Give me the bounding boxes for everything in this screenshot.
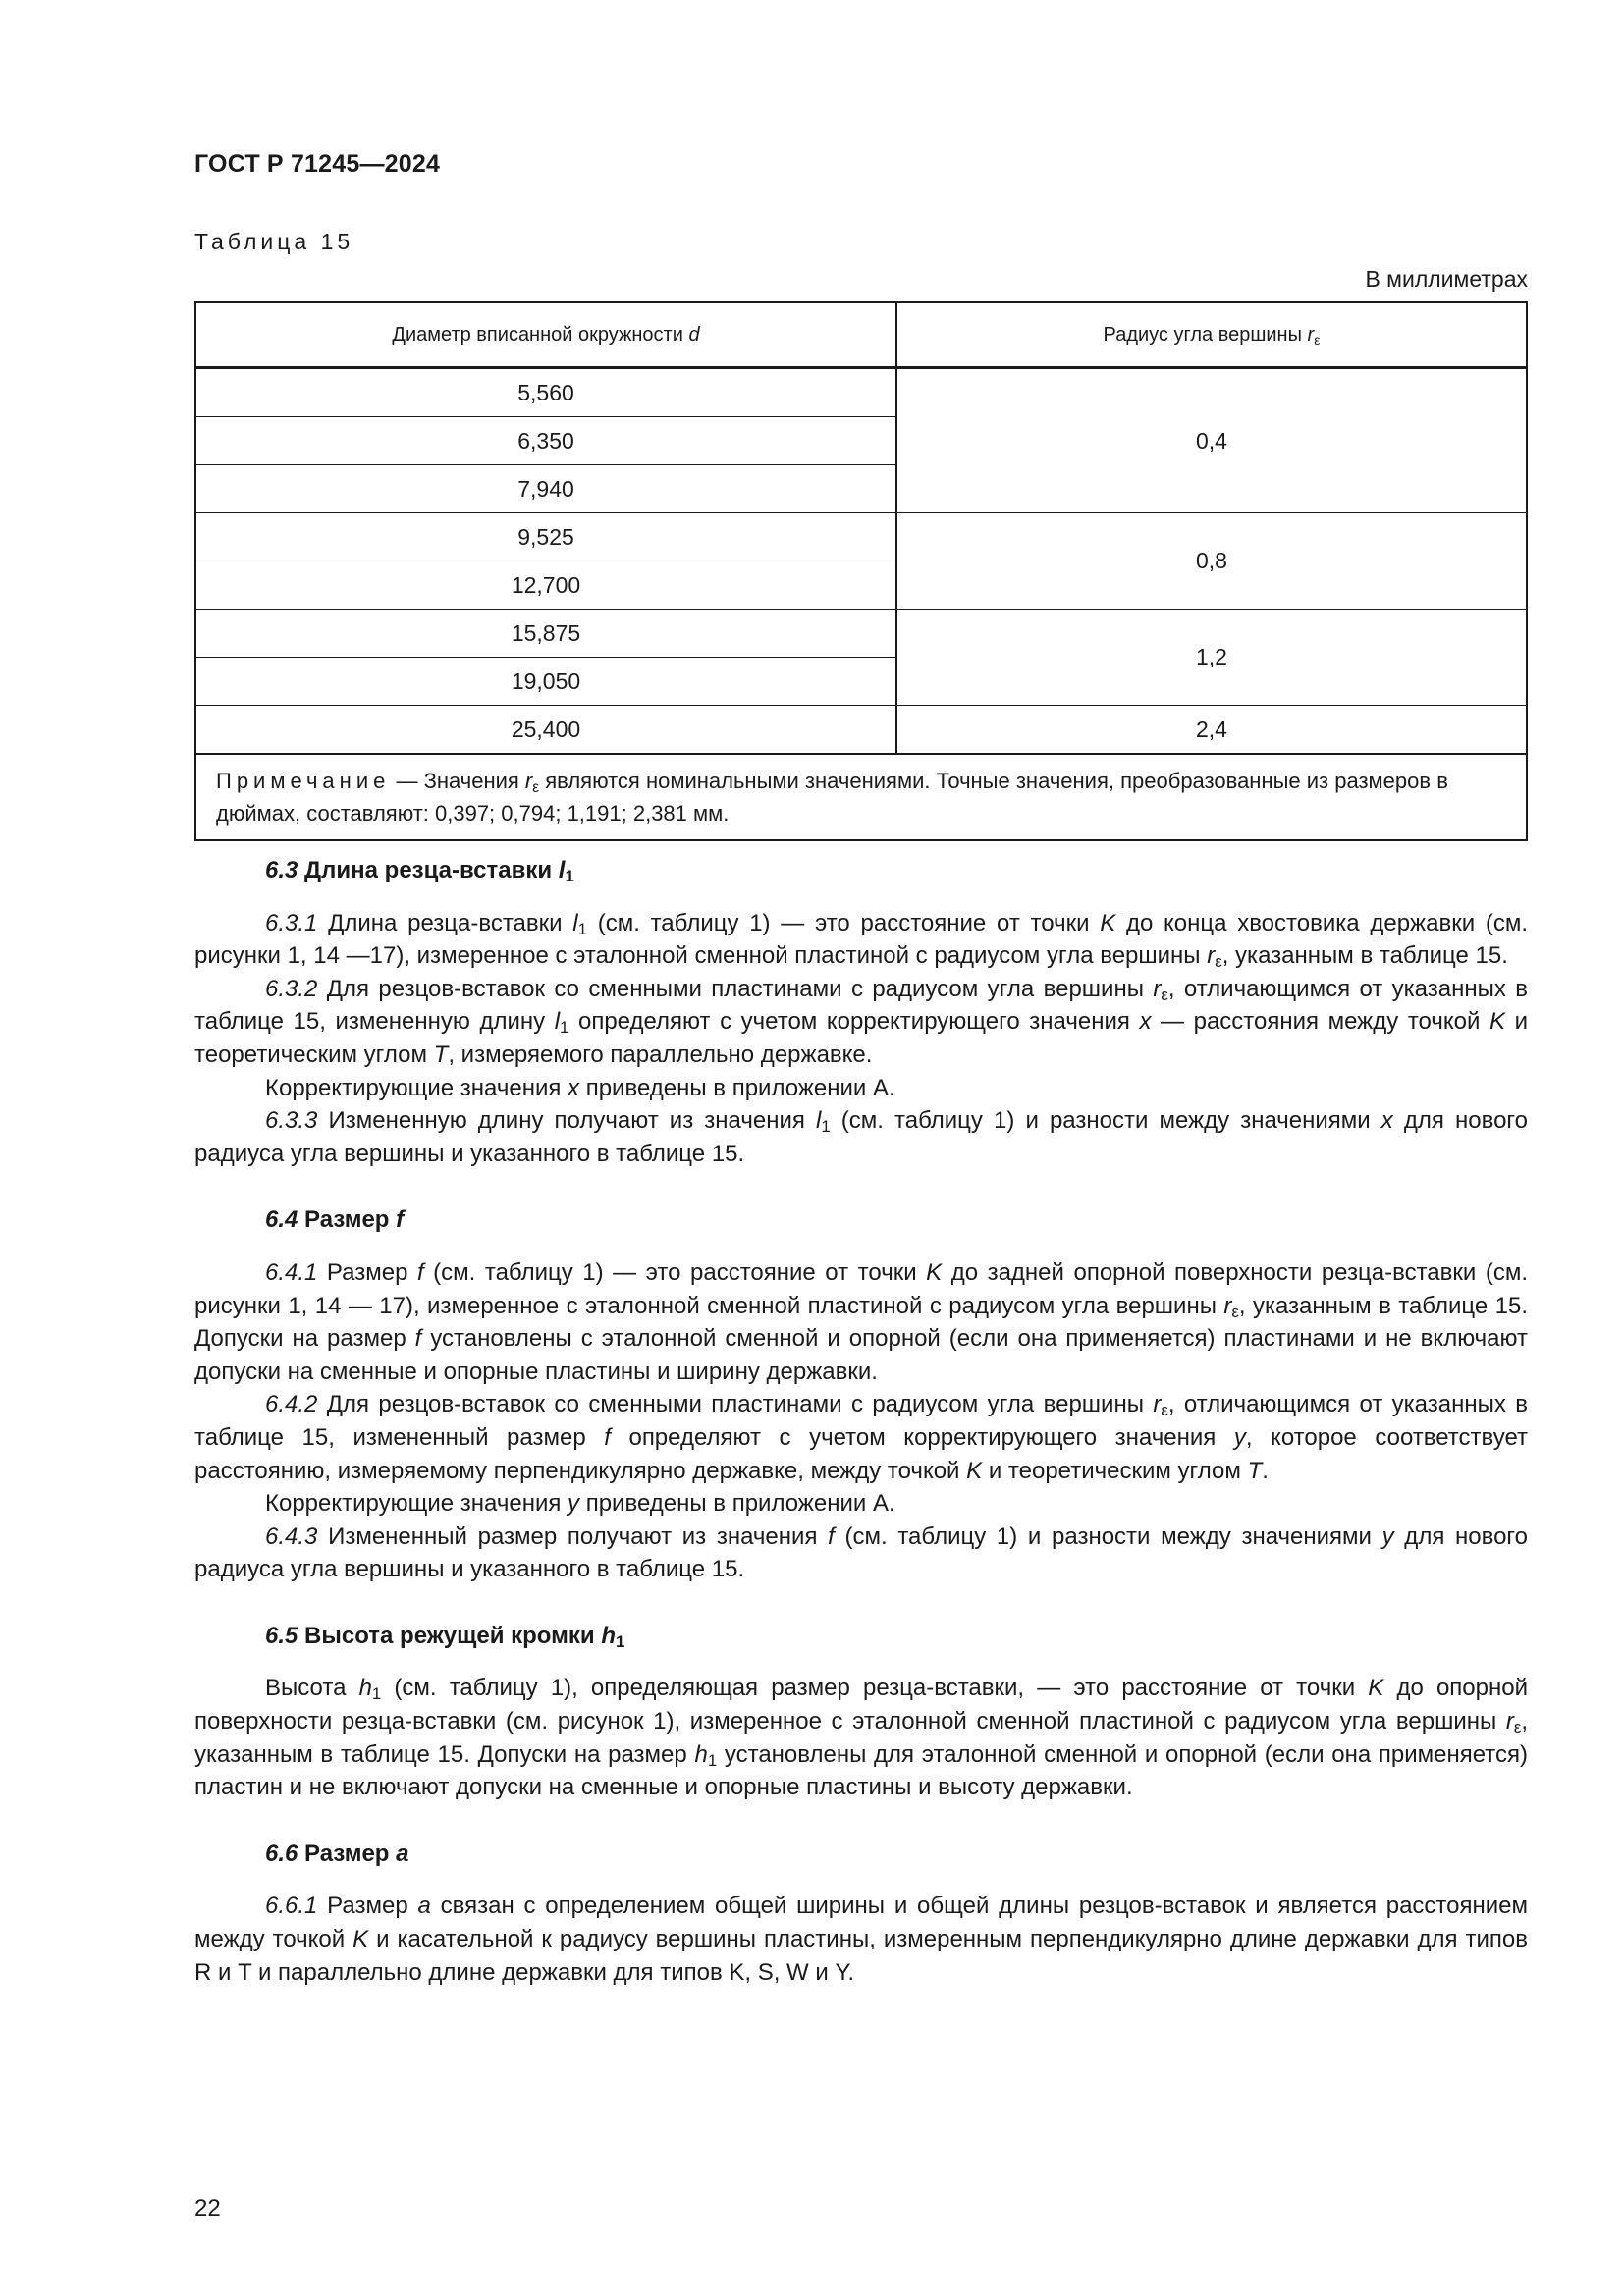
diameter-cell: 19,050 xyxy=(195,658,896,706)
column-header-diameter-label: Диаметр вписанной окружности xyxy=(392,323,683,346)
paragraph-6-4-2: 6.4.2 Для резцов-вставок со сменными пластинами с радиусом угла вершины $r_\varepsilon$, отличающимся от указанных в таблице 15, измененный размер f определяют с учетом корректирующего значения y, которое соответствует расстоянию, измеряемому перпендикулярно державке, между точкой K и теоретическим углом T. xyxy=(194,1391,1528,1484)
column-header-radius-var: r xyxy=(1307,323,1315,346)
note-label: Примечание xyxy=(216,769,391,793)
paragraph-6-3-1: 6.3.1 Длина резца-вставки $l_1$ (см. таблицу 1) — это расстояние от точки K до конца хвостовика державки (см. рисунки 1, 14 —17), измеренное с эталонной сменной пластиной с радиусом угла вершины $r_\varepsilon$, указанным в таблице 15. xyxy=(194,909,1528,972)
table-caption: Таблица 15 xyxy=(194,229,354,254)
note-var: r xyxy=(524,769,533,793)
radius-cell: 2,4 xyxy=(896,706,1527,755)
table-row xyxy=(195,706,1527,755)
radius-cell: 0,4 xyxy=(896,368,1527,513)
column-header-radius-sub: ε xyxy=(1314,331,1321,347)
body-text xyxy=(194,854,1528,1989)
paragraph-6-4-1: 6.4.1 Размер f (см. таблицу 1) — это расстояние от точки K до задней опорной поверхности резца-вставки (см. рисунки 1, 14 — 17), измеренное с эталонной сменной пластиной с радиусом угла вершины $r_\varepsilon$, указанным в таблице 15. Допуски на размер f установлены с эталонной сменной и опорной (если она применяется) пластинами и не включают допуски на сменные и опорные пластины и ширину державки. xyxy=(194,1258,1528,1385)
data-table xyxy=(194,301,1528,841)
radius-cell: 1,2 xyxy=(896,610,1527,706)
page-number: 22 xyxy=(194,2195,221,2221)
note-text-1: — Значения xyxy=(390,769,525,793)
diameter-cell: 5,560 xyxy=(195,368,896,417)
table-note xyxy=(195,754,1527,840)
table-row xyxy=(195,610,1527,658)
diameter-cell: 12,700 xyxy=(195,561,896,610)
column-header-radius xyxy=(896,302,1527,368)
paragraph-6-3-3: 6.3.3 Измененную длину получают из значения $l_1$ (см. таблицу 1) и разности между значениями x для нового радиуса угла вершины и указанного в таблице 15. xyxy=(194,1107,1528,1167)
diameter-cell: 15,875 xyxy=(195,610,896,658)
diameter-cell: 25,400 xyxy=(195,706,896,755)
note-text-2: являются номинальными значениями. Точные значения, преобразованные из размеров в дюймах, составляют: 0,397; 0,794; 1,191; 2,381 мм. xyxy=(216,769,1448,826)
paragraph-6-3-2-note: Корректирующие значения x приведены в приложении А. xyxy=(265,1074,895,1101)
column-header-radius-label: Радиус угла вершины xyxy=(1103,323,1302,346)
table-note-row xyxy=(195,754,1527,840)
paragraph-6-3-2: 6.3.2 Для резцов-вставок со сменными пластинами с радиусом угла вершины $r_\varepsilon$, отличающимся от указанных в таблице 15, измененную длину $l_1$ определяют с учетом корректирующего значения x — расстояния между точкой K и теоретическим углом T, измеряемого параллельно державке. xyxy=(194,975,1528,1068)
diameter-cell: 6,350 xyxy=(195,417,896,465)
diameter-cell: 7,940 xyxy=(195,465,896,513)
table-row xyxy=(195,368,1527,417)
column-header-diameter-var: d xyxy=(688,323,700,346)
diameter-cell: 9,525 xyxy=(195,513,896,561)
radius-cell: 0,8 xyxy=(896,513,1527,610)
document-header: ГОСТ Р 71245—2024 xyxy=(194,150,441,178)
section-6-5-title: 6.5 Высота режущей кромки $h_1$ xyxy=(265,1622,625,1651)
paragraph-6-5: Высота $h_1$ (см. таблицу 1), определяющая размер резца-вставки, — это расстояние от точки K до опорной поверхности резца-вставки (см. рисунок 1), измеренное с эталонной сменной пластиной с радиусом угла вершины $r_\varepsilon$, указанным в таблице 15. Допуски на размер $h_1$ установлены для эталонной сменной и опорной (если она применяется) пластин и не включают допуски на сменные и опорные пластины и высоту державки. xyxy=(194,1675,1528,1801)
paragraph-6-6-1: 6.6.1 Размер a связан с определением общей ширины и общей длины резцов-вставок и является расстоянием между точкой K и касательной к радиусу вершины пластины, измеренным перпендикулярно длине державки для типов R и T и параллельно длине державки для типов K, S, W и Y. xyxy=(194,1893,1528,1986)
table-header-row xyxy=(195,302,1527,368)
section-6-3-title: 6.3 Длина резца-вставки $l_1$ xyxy=(265,857,574,885)
section-6-4-title: 6.4 Размер f xyxy=(265,1206,405,1234)
section-6-6-title: 6.6 Размер a xyxy=(265,1840,409,1867)
note-sub: ε xyxy=(532,779,540,796)
column-header-diameter xyxy=(195,302,896,368)
table-unit: В миллиметрах xyxy=(1365,266,1528,292)
paragraph-6-4-3: 6.4.3 Измененный размер получают из значения f (см. таблицу 1) и разности между значениями y для нового радиуса угла вершины и указанного в таблице 15. xyxy=(194,1522,1528,1583)
table-row xyxy=(195,513,1527,561)
paragraph-6-4-2-note: Корректирующие значения y приведены в приложении А. xyxy=(265,1490,895,1518)
